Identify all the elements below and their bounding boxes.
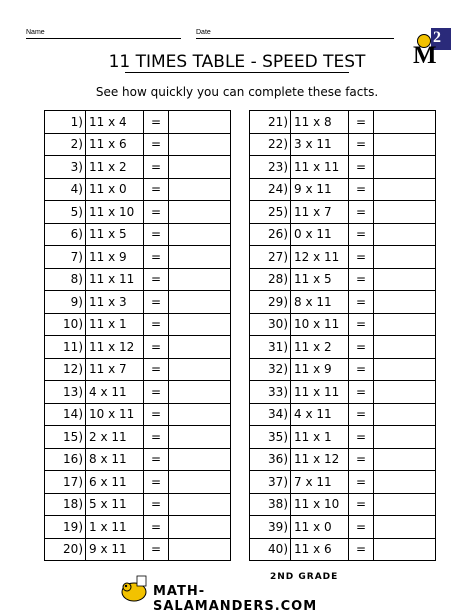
question-fact: 11 x 10 xyxy=(291,493,349,516)
question-number: 21) xyxy=(250,111,291,134)
equals-sign: = xyxy=(349,448,374,471)
question-row xyxy=(45,178,231,201)
question-number: 18) xyxy=(45,493,86,516)
question-number: 22) xyxy=(250,133,291,156)
answer-box[interactable] xyxy=(169,133,231,156)
question-number: 1) xyxy=(45,111,86,134)
question-row xyxy=(45,156,231,179)
answer-box[interactable] xyxy=(169,493,231,516)
equals-sign: = xyxy=(144,201,169,224)
question-fact: 11 x 2 xyxy=(291,336,349,359)
question-fact: 11 x 9 xyxy=(291,358,349,381)
answer-box[interactable] xyxy=(169,403,231,426)
question-row xyxy=(250,111,436,134)
question-number: 25) xyxy=(250,201,291,224)
answer-box[interactable] xyxy=(374,403,436,426)
question-fact: 11 x 5 xyxy=(291,268,349,291)
question-number: 15) xyxy=(45,426,86,449)
equals-sign: = xyxy=(144,381,169,404)
equals-sign: = xyxy=(349,156,374,179)
question-row xyxy=(250,516,436,539)
answer-box[interactable] xyxy=(374,381,436,404)
logo-number: 2 xyxy=(433,29,441,46)
question-fact: 12 x 11 xyxy=(291,246,349,269)
answer-box[interactable] xyxy=(374,313,436,336)
footer-grade: 2ND GRADE xyxy=(270,572,339,582)
question-fact: 11 x 12 xyxy=(86,336,144,359)
question-fact: 11 x 1 xyxy=(291,426,349,449)
question-row xyxy=(45,426,231,449)
answer-box[interactable] xyxy=(374,111,436,134)
equals-sign: = xyxy=(349,538,374,561)
question-number: 34) xyxy=(250,403,291,426)
question-row xyxy=(250,403,436,426)
question-row xyxy=(250,223,436,246)
equals-sign: = xyxy=(349,268,374,291)
question-fact: 11 x 11 xyxy=(86,268,144,291)
equals-sign: = xyxy=(144,448,169,471)
answer-box[interactable] xyxy=(169,291,231,314)
question-fact: 9 x 11 xyxy=(86,538,144,561)
answer-box[interactable] xyxy=(169,156,231,179)
question-row xyxy=(45,448,231,471)
question-number: 29) xyxy=(250,291,291,314)
question-fact: 11 x 0 xyxy=(291,516,349,539)
question-fact: 11 x 1 xyxy=(86,313,144,336)
question-row xyxy=(250,493,436,516)
question-fact: 11 x 5 xyxy=(86,223,144,246)
equals-sign: = xyxy=(349,133,374,156)
answer-box[interactable] xyxy=(374,493,436,516)
question-number: 37) xyxy=(250,471,291,494)
equals-sign: = xyxy=(349,291,374,314)
answer-box[interactable] xyxy=(169,111,231,134)
answer-box[interactable] xyxy=(169,336,231,359)
salamander-mascot-icon xyxy=(117,574,151,604)
question-row xyxy=(250,426,436,449)
question-fact: 11 x 12 xyxy=(291,448,349,471)
equals-sign: = xyxy=(349,516,374,539)
question-number: 31) xyxy=(250,336,291,359)
question-fact: 7 x 11 xyxy=(291,471,349,494)
question-row xyxy=(45,313,231,336)
equals-sign: = xyxy=(349,111,374,134)
question-row xyxy=(45,246,231,269)
question-fact: 11 x 11 xyxy=(291,156,349,179)
question-row xyxy=(250,201,436,224)
question-fact: 0 x 11 xyxy=(291,223,349,246)
answer-box[interactable] xyxy=(374,448,436,471)
question-number: 33) xyxy=(250,381,291,404)
question-number: 6) xyxy=(45,223,86,246)
question-row xyxy=(45,538,231,561)
answer-box[interactable] xyxy=(374,471,436,494)
date-line[interactable] xyxy=(196,38,394,39)
question-number: 11) xyxy=(45,336,86,359)
answer-box[interactable] xyxy=(374,178,436,201)
questions-table-left xyxy=(44,110,231,561)
equals-sign: = xyxy=(349,336,374,359)
question-number: 24) xyxy=(250,178,291,201)
answer-box[interactable] xyxy=(374,133,436,156)
question-row xyxy=(250,313,436,336)
question-fact: 11 x 0 xyxy=(86,178,144,201)
question-fact: 3 x 11 xyxy=(291,133,349,156)
question-row xyxy=(45,493,231,516)
question-row xyxy=(250,133,436,156)
question-row xyxy=(250,358,436,381)
answer-box[interactable] xyxy=(169,268,231,291)
question-fact: 10 x 11 xyxy=(291,313,349,336)
equals-sign: = xyxy=(349,223,374,246)
worksheet-instructions: See how quickly you can complete these facts. xyxy=(95,85,379,99)
equals-sign: = xyxy=(144,133,169,156)
answer-box[interactable] xyxy=(374,426,436,449)
question-fact: 11 x 6 xyxy=(86,133,144,156)
question-number: 16) xyxy=(45,448,86,471)
question-fact: 11 x 3 xyxy=(86,291,144,314)
question-fact: 8 x 11 xyxy=(291,291,349,314)
answer-box[interactable] xyxy=(374,336,436,359)
question-fact: 11 x 10 xyxy=(86,201,144,224)
question-fact: 11 x 9 xyxy=(86,246,144,269)
answer-box[interactable] xyxy=(374,268,436,291)
equals-sign: = xyxy=(349,493,374,516)
equals-sign: = xyxy=(349,246,374,269)
answer-box[interactable] xyxy=(169,358,231,381)
question-row xyxy=(45,358,231,381)
question-fact: 11 x 6 xyxy=(291,538,349,561)
question-fact: 11 x 11 xyxy=(291,381,349,404)
answer-box[interactable] xyxy=(169,223,231,246)
equals-sign: = xyxy=(349,313,374,336)
worksheet-title: 11 TIMES TABLE - SPEED TEST xyxy=(108,52,366,72)
equals-sign: = xyxy=(144,246,169,269)
question-row xyxy=(250,336,436,359)
question-row xyxy=(45,336,231,359)
answer-box[interactable] xyxy=(374,516,436,539)
name-line[interactable] xyxy=(26,38,181,39)
question-fact: 9 x 11 xyxy=(291,178,349,201)
question-number: 7) xyxy=(45,246,86,269)
question-number: 40) xyxy=(250,538,291,561)
question-number: 39) xyxy=(250,516,291,539)
question-fact: 2 x 11 xyxy=(86,426,144,449)
equals-sign: = xyxy=(144,516,169,539)
question-fact: 6 x 11 xyxy=(86,471,144,494)
equals-sign: = xyxy=(144,111,169,134)
question-number: 36) xyxy=(250,448,291,471)
question-fact: 10 x 11 xyxy=(86,403,144,426)
equals-sign: = xyxy=(349,201,374,224)
equals-sign: = xyxy=(144,358,169,381)
question-fact: 11 x 2 xyxy=(86,156,144,179)
equals-sign: = xyxy=(349,178,374,201)
question-row xyxy=(45,223,231,246)
equals-sign: = xyxy=(144,156,169,179)
answer-box[interactable] xyxy=(374,156,436,179)
answer-box[interactable] xyxy=(374,223,436,246)
equals-sign: = xyxy=(144,336,169,359)
question-fact: 5 x 11 xyxy=(86,493,144,516)
question-number: 9) xyxy=(45,291,86,314)
equals-sign: = xyxy=(349,403,374,426)
question-number: 8) xyxy=(45,268,86,291)
answer-box[interactable] xyxy=(169,246,231,269)
question-row xyxy=(250,448,436,471)
question-row xyxy=(250,268,436,291)
equals-sign: = xyxy=(144,291,169,314)
question-number: 30) xyxy=(250,313,291,336)
question-number: 32) xyxy=(250,358,291,381)
answer-box[interactable] xyxy=(374,201,436,224)
question-row xyxy=(45,201,231,224)
answer-box[interactable] xyxy=(169,178,231,201)
question-row xyxy=(45,381,231,404)
questions-table-right xyxy=(249,110,436,561)
question-number: 20) xyxy=(45,538,86,561)
answer-box[interactable] xyxy=(374,538,436,561)
answer-box[interactable] xyxy=(169,516,231,539)
footer-brand xyxy=(115,572,365,614)
date-label: Date xyxy=(196,29,211,36)
answer-box[interactable] xyxy=(169,313,231,336)
title-underline xyxy=(125,72,349,73)
equals-sign: = xyxy=(349,426,374,449)
equals-sign: = xyxy=(144,403,169,426)
question-number: 10) xyxy=(45,313,86,336)
logo-letter: M xyxy=(413,42,435,69)
answer-box[interactable] xyxy=(169,201,231,224)
question-fact: 11 x 8 xyxy=(291,111,349,134)
question-fact: 8 x 11 xyxy=(86,448,144,471)
question-row xyxy=(45,291,231,314)
question-row xyxy=(250,156,436,179)
equals-sign: = xyxy=(144,471,169,494)
equals-sign: = xyxy=(144,268,169,291)
question-row xyxy=(250,246,436,269)
question-number: 3) xyxy=(45,156,86,179)
equals-sign: = xyxy=(144,538,169,561)
equals-sign: = xyxy=(144,426,169,449)
equals-sign: = xyxy=(144,493,169,516)
answer-box[interactable] xyxy=(169,381,231,404)
question-row xyxy=(45,516,231,539)
name-label: Name xyxy=(26,29,45,36)
question-number: 14) xyxy=(45,403,86,426)
equals-sign: = xyxy=(349,381,374,404)
question-row xyxy=(45,111,231,134)
question-row xyxy=(45,471,231,494)
question-row xyxy=(45,133,231,156)
question-row xyxy=(250,381,436,404)
question-number: 19) xyxy=(45,516,86,539)
question-number: 26) xyxy=(250,223,291,246)
question-number: 5) xyxy=(45,201,86,224)
answer-box[interactable] xyxy=(374,358,436,381)
question-number: 23) xyxy=(250,156,291,179)
equals-sign: = xyxy=(144,223,169,246)
equals-sign: = xyxy=(349,471,374,494)
equals-sign: = xyxy=(349,358,374,381)
equals-sign: = xyxy=(144,313,169,336)
question-fact: 4 x 11 xyxy=(86,381,144,404)
answer-box[interactable] xyxy=(169,426,231,449)
question-number: 27) xyxy=(250,246,291,269)
footer-site: MATH-SALAMANDERS.COM xyxy=(153,584,318,614)
question-number: 4) xyxy=(45,178,86,201)
answer-box[interactable] xyxy=(374,291,436,314)
question-fact: 11 x 7 xyxy=(291,201,349,224)
question-row xyxy=(45,403,231,426)
question-number: 35) xyxy=(250,426,291,449)
question-fact: 11 x 7 xyxy=(86,358,144,381)
answer-box[interactable] xyxy=(169,448,231,471)
question-row xyxy=(250,291,436,314)
question-number: 17) xyxy=(45,471,86,494)
question-fact: 1 x 11 xyxy=(86,516,144,539)
equals-sign: = xyxy=(144,178,169,201)
question-number: 38) xyxy=(250,493,291,516)
question-row xyxy=(250,538,436,561)
answer-box[interactable] xyxy=(169,538,231,561)
question-row xyxy=(250,471,436,494)
question-number: 12) xyxy=(45,358,86,381)
answer-box[interactable] xyxy=(169,471,231,494)
question-number: 28) xyxy=(250,268,291,291)
question-number: 13) xyxy=(45,381,86,404)
question-fact: 4 x 11 xyxy=(291,403,349,426)
answer-box[interactable] xyxy=(374,246,436,269)
question-row xyxy=(250,178,436,201)
question-number: 2) xyxy=(45,133,86,156)
question-fact: 11 x 4 xyxy=(86,111,144,134)
question-row xyxy=(45,268,231,291)
